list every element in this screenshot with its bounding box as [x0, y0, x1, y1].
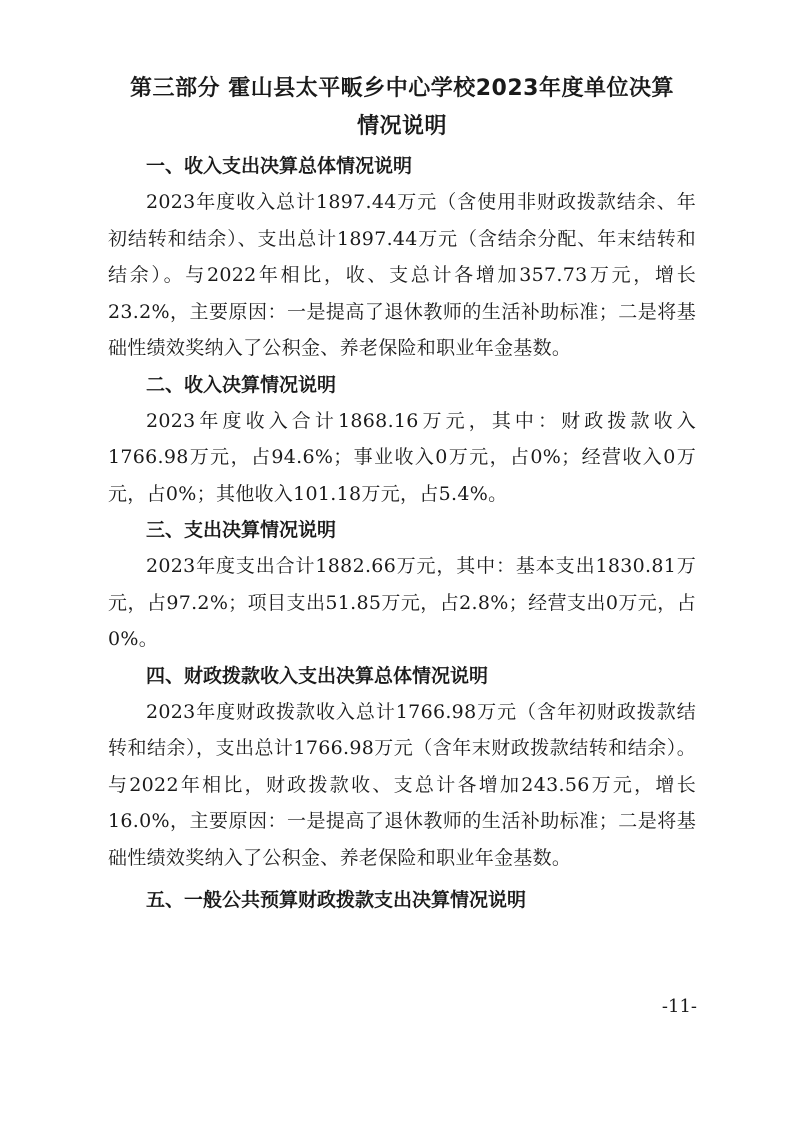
- title-line-1: 第三部分 霍山县太平畈乡中心学校2023年度单位决算: [130, 76, 674, 101]
- section-3: [108, 512, 696, 658]
- section-heading: 三、支出决算情况说明: [146, 519, 337, 541]
- section-heading: 一、收入支出决算总体情况说明: [146, 155, 413, 177]
- section-5: [108, 882, 696, 918]
- section-body: 2023年度收入总计1897.44万元（含使用非财政拨款结余、年初结转和结余）、支出总计1897.44万元（含结余分配、年末结转和结余）。与2022年相比，收、支总计各增加357.73万元，增长23.2%，主要原因：一是提高了退休教师的生活补助标准；二是将基础性绩效奖纳入了公积金、养老保险和职业年金基数。: [108, 191, 696, 359]
- section-body: 2023年度收入合计1868.16万元，其中：财政拨款收入1766.98万元，占94.6%；事业收入0万元，占0%；经营收入0万元，占0%；其他收入101.18万元，占5.4%。: [108, 409, 696, 505]
- title-line-2: 情况说明: [356, 114, 447, 139]
- page-number: -11-: [661, 996, 697, 1017]
- section-body: 2023年度财政拨款收入总计1766.98万元（含年初财政拨款结转和结余），支出总计1766.98万元（含年末财政拨款结转和结余）。与2022年相比，财政拨款收、支总计各增加243.56万元，增长16.0%，主要原因：一是提高了退休教师的生活补助标准；二是将基础性绩效奖纳入了公积金、养老保险和职业年金基数。: [108, 700, 696, 869]
- section-1: [108, 148, 696, 367]
- document-page: [108, 70, 696, 918]
- section-4: [108, 658, 696, 877]
- section-heading: 二、收入决算情况说明: [146, 373, 337, 396]
- section-heading: 四、财政拨款收入支出决算总体情况说明: [146, 664, 489, 687]
- section-heading: 五、一般公共预算财政拨款支出决算情况说明: [146, 889, 527, 911]
- section-body: 2023年度支出合计1882.66万元，其中：基本支出1830.81万元，占97.2%；项目支出51.85万元，占2.8%；经营支出0万元，占0%。: [108, 555, 696, 650]
- document-title: [108, 70, 696, 146]
- section-2: [108, 367, 696, 513]
